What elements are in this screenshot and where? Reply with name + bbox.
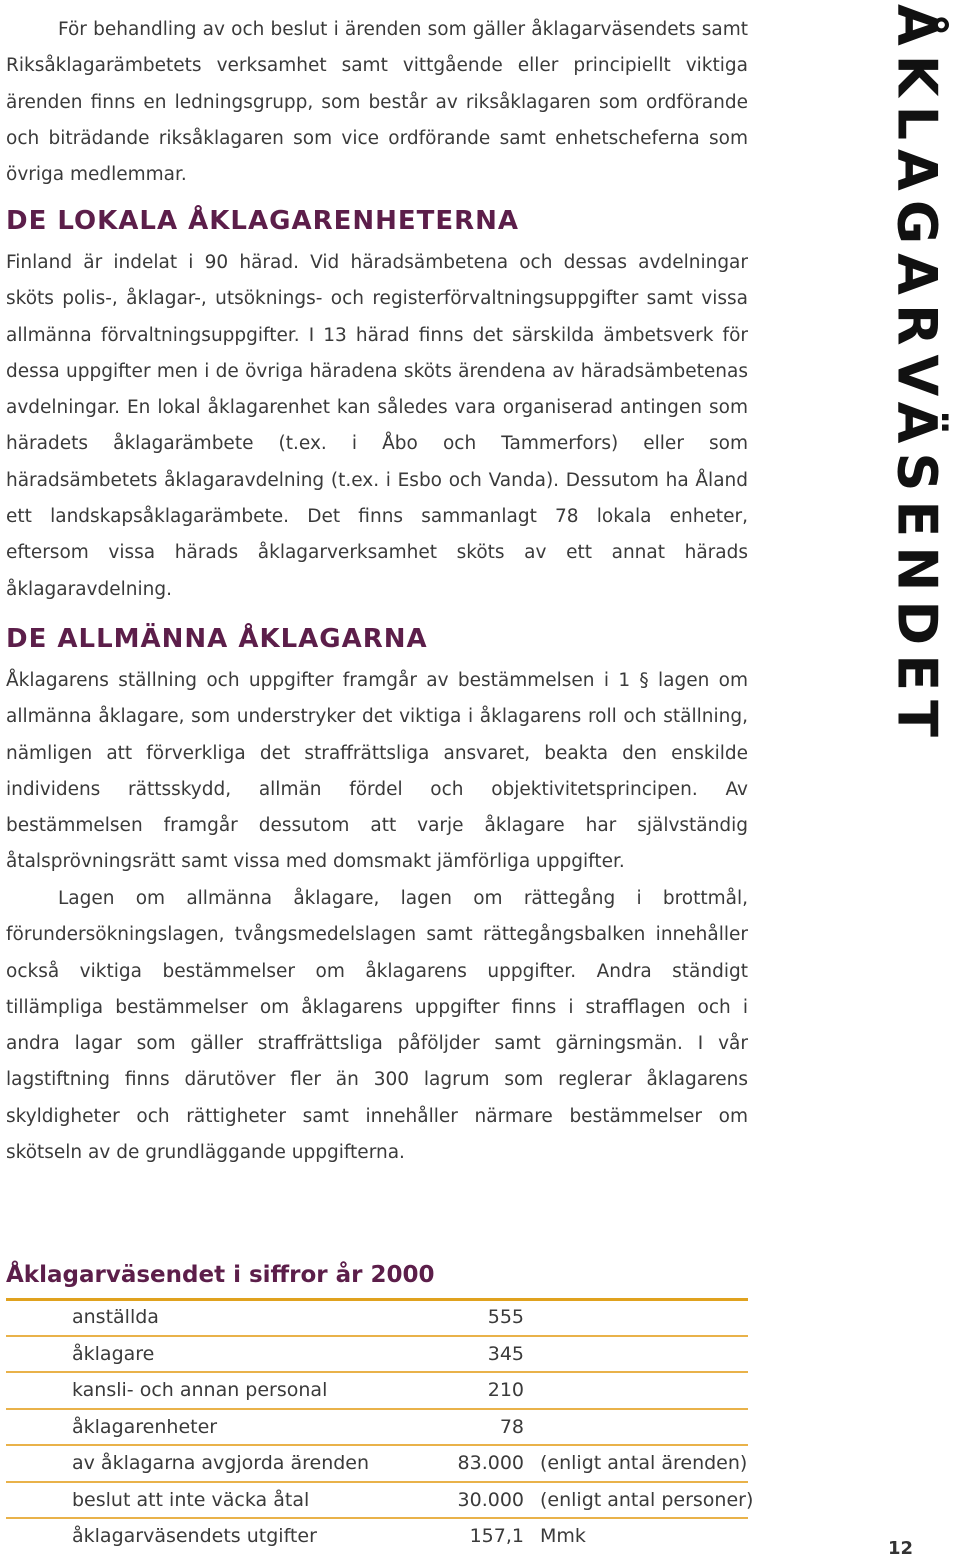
page-number: 12 [888,1538,914,1559]
stats-label: åklagare [72,1342,155,1365]
stats-title: Åklagarväsendet i siffror år 2000 [6,1262,435,1288]
stats-table [6,1300,754,1556]
local-units-heading: DE LOKALA ÅKLAGARENHETERNA [6,206,520,236]
stats-value: 30.000 [457,1488,524,1511]
stats-note: Mmk [540,1525,586,1547]
stats-row [6,1410,748,1447]
stats-row [6,1337,748,1374]
stats-label: åklagarenheter [72,1415,218,1438]
stats-value: 157,1 [469,1525,524,1547]
general-prosecutors-paragraph-2: Lagen om allmänna åklagare, lagen om rättegång i brottmål, förundersökningslagen, tvångsmedelslagen samt rättegångsbalken innehåller också viktiga bestämmelser om åklagarens uppgifter. Andra ständigt tillämpliga bestämmelser om åklagarens uppgifter finns i strafflagen och i andra lagar som gäller straffrättsliga påföljder samt gärningsmän. I vår lagstiftning finns därutöver fler än 300 lagrum som reglerar åklagarens skyldigheter och rättigheter samt innehåller närmare bestämmelser om skötseln av de grundläggande uppgifterna. [6,888,748,1164]
stats-value: 83.000 [457,1452,524,1474]
stats-value: 78 [499,1415,524,1438]
stats-note: (enligt antal ärenden) [540,1452,748,1474]
stats-row [6,1519,748,1556]
stats-value: 555 [487,1306,524,1328]
stats-row [6,1483,754,1520]
stats-row [6,1300,748,1337]
stats-value: 210 [487,1379,524,1401]
stats-label: beslut att inte väcka åtal [72,1488,310,1511]
general-prosecutors-paragraph-1: Åklagarens ställning och uppgifter framgår av bestämmelsen i 1 § lagen om allmänna åklagare, som understryker det viktiga i åklagarens roll och ställning, nämligen att förverkliga det straffrättsliga ansvaret, beakta den enskilde individens rättsskydd, allmän fördel och objektivitetsprincipen. Av bestämmelsen framgår dessutom att varje åklagare har självständig åtalsprövningsrätt samt vissa med domsmakt jämförliga uppgifter. [6,670,748,873]
stats-label: kansli- och annan personal [72,1379,328,1401]
stats-note: (enligt antal personer) [540,1488,754,1511]
stats-row [6,1446,748,1483]
side-title-text: ÅKLAGARVÄSENDET [885,4,949,746]
general-prosecutors-heading: DE ALLMÄNNA ÅKLAGARNA [6,624,428,654]
stats-value: 345 [487,1342,524,1365]
stats-label: åklagarväsendets utgifter [72,1525,317,1547]
section-side-title [872,0,960,746]
stats-row [6,1373,748,1410]
stats-label: av åklagarna avgjorda ärenden [72,1452,370,1474]
intro-paragraph: För behandling av och beslut i ärenden som gäller åklagarväsendets samt Riksåklagarämbetets verksamhet samt vittgående eller principiellt viktiga ärenden finns en ledningsgrupp, som består av riksåklagaren som ordförande och biträdande riksåklagaren som vice ordförande samt enhetscheferna som övriga medlemmar. [6,19,748,186]
local-units-paragraph: Finland är indelat i 90 härad. Vid häradsämbetena och dessas avdelningar sköts polis-, åklagar-, utsöknings- och registerförvaltningsuppgifter samt vissa allmänna förvaltningsuppgifter. I 13 härad finns det särskilda ämbetsverk för dessa uppgifter men i de övriga häradena sköts ärendena av häradsämbetenas avdelningar. En lokal åklagarenhet kan således vara organiserad antingen som häradets åklagarämbete (t.ex. i Åbo och Tammerfors) eller som häradsämbetets åklagaravdelning (t.ex. i Esbo och Vanda). Dessutom ha Åland ett landskapsåklagarämbete. Det finns sammanlagt 78 lokala enheter, eftersom vissa härads åklagarverksamhet sköts av ett annat härads åklagaravdelning. [6,252,748,600]
stats-label: anställda [72,1306,159,1328]
